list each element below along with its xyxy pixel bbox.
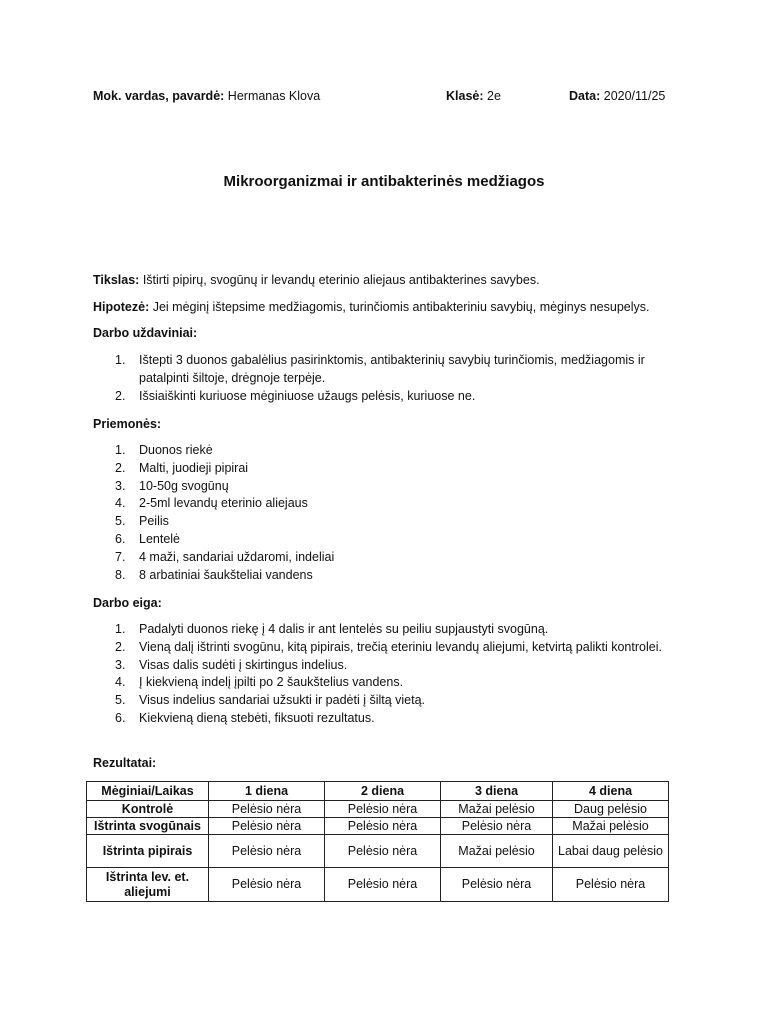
student-label: Mok. vardas, pavardė:: [93, 89, 225, 103]
list-number: 8.: [115, 567, 126, 582]
table-cell: Pelėsio nėra: [325, 818, 441, 835]
list-item: [93, 478, 683, 496]
results-table: [86, 781, 669, 902]
table-cell: Ištrinta lev. et. aliejumi: [87, 868, 209, 902]
table-row: [87, 835, 669, 868]
list-number: 4.: [115, 675, 126, 690]
list-text: Ištepti 3 duonos gabalėlius pasirinktomis, antibakterinių savybių turinčiomis, medžiagomis ir patalpinti šiltoje, drėgnoje terpėje.: [139, 353, 645, 385]
hypothesis-text: Jei mėginį ištepsime medžiagomis, turinčiomis antibakteriniu savybių, mėginys nesupelys.: [152, 300, 650, 314]
procedure-heading: Darbo eiga:: [93, 596, 162, 610]
date-field: [569, 89, 665, 103]
list-text: Visas dalis sudėti į skirtingus indelius.: [139, 657, 348, 672]
materials-heading: Priemonės:: [93, 417, 162, 431]
procedure-list: [93, 621, 683, 728]
list-item: [93, 460, 683, 478]
list-item: [93, 531, 683, 549]
table-header-row: [87, 782, 669, 801]
list-text: 4 maži, sandariai uždaromi, indeliai: [139, 549, 335, 564]
class-value: 2e: [487, 89, 501, 103]
list-item: [93, 495, 683, 513]
list-number: 5.: [115, 693, 126, 708]
list-text: Peilis: [139, 514, 169, 529]
table-cell: Pelėsio nėra: [441, 868, 553, 902]
table-row: [87, 818, 669, 835]
table-cell: Pelėsio nėra: [209, 801, 325, 818]
list-number: 3.: [115, 657, 126, 672]
list-text: Duonos riekė: [139, 443, 213, 457]
list-item: [93, 639, 683, 657]
table-cell: Pelėsio nėra: [441, 818, 553, 835]
table-cell: Kontrolė: [87, 801, 209, 818]
list-item: [93, 549, 683, 567]
list-text: 8 arbatiniai šaukšteliai vandens: [139, 567, 313, 582]
list-item: [93, 388, 683, 406]
list-number: 1.: [115, 622, 126, 636]
table-cell: Labai daug pelėsio: [553, 835, 669, 868]
list-text: Malti, juodieji pipirai: [139, 460, 249, 475]
tasks-heading: Darbo uždaviniai:: [93, 326, 198, 340]
list-item: [93, 692, 683, 710]
column-header: 4 diena: [553, 782, 669, 801]
table-cell: Pelėsio nėra: [209, 868, 325, 902]
student-field: [93, 89, 320, 103]
list-number: 1.: [115, 353, 126, 367]
list-text: Vieną dalį ištrinti svogūnu, kitą pipirais, trečią eteriniu levandų aliejumi, ketvirtą palikti kontrolei.: [139, 639, 662, 654]
goal-label: Tikslas:: [93, 273, 140, 287]
list-number: 5.: [115, 514, 126, 529]
table-cell: Pelėsio nėra: [209, 818, 325, 835]
table-row: [87, 801, 669, 818]
date-label: Data:: [569, 89, 601, 103]
list-number: 3.: [115, 478, 126, 493]
list-text: 10-50g svogūnų: [139, 478, 229, 493]
list-item: [93, 442, 683, 460]
table-cell: Daug pelėsio: [553, 801, 669, 818]
table-cell: Ištrinta pipirais: [87, 835, 209, 868]
list-number: 4.: [115, 496, 126, 511]
goal-text: Ištirti pipirų, svogūnų ir levandų eterinio aliejaus antibakterines savybes.: [142, 273, 540, 287]
list-item: [93, 710, 683, 728]
hypothesis-line: [93, 300, 649, 314]
list-text: Lentelė: [139, 531, 181, 546]
results-heading: Rezultatai:: [93, 756, 157, 770]
column-header: 2 diena: [325, 782, 441, 801]
list-item: [93, 674, 683, 692]
list-text: Kiekvieną dieną stebėti, fiksuoti rezultatus.: [139, 710, 375, 725]
column-header: 3 diena: [441, 782, 553, 801]
list-number: 2.: [115, 388, 126, 403]
column-header: 1 diena: [209, 782, 325, 801]
table-cell: Pelėsio nėra: [209, 835, 325, 868]
table-cell: Mažai pelėsio: [553, 818, 669, 835]
list-number: 2.: [115, 639, 126, 654]
tasks-list: [93, 352, 683, 405]
table-row: [87, 868, 669, 902]
list-text: 2-5ml levandų eterinio aliejaus: [139, 496, 308, 511]
list-number: 7.: [115, 549, 126, 564]
column-header: Mėginiai/Laikas: [87, 782, 209, 801]
list-item: [93, 567, 683, 585]
list-number: 6.: [115, 710, 126, 725]
list-text: Padalyti duonos riekę į 4 dalis ir ant lentelės su peiliu supjaustyti svogūną.: [139, 622, 549, 636]
table-cell: Pelėsio nėra: [325, 868, 441, 902]
table-cell: Pelėsio nėra: [325, 835, 441, 868]
list-item: [93, 352, 683, 388]
class-label: Klasė:: [446, 89, 484, 103]
hypothesis-label: Hipotezė:: [93, 300, 150, 314]
table-cell: Mažai pelėsio: [441, 835, 553, 868]
list-item: [93, 621, 683, 639]
list-item: [93, 513, 683, 531]
list-number: 1.: [115, 443, 126, 457]
table-cell: Mažai pelėsio: [441, 801, 553, 818]
list-item: [93, 657, 683, 675]
date-value: 2020/11/25: [603, 89, 666, 103]
materials-list: [93, 442, 683, 584]
list-number: 6.: [115, 531, 126, 546]
table-cell: Pelėsio nėra: [325, 801, 441, 818]
document-title: Mikroorganizmai ir antibakterinės medžiagos: [223, 173, 545, 190]
class-field: [446, 89, 501, 103]
table-cell: Ištrinta svogūnais: [87, 818, 209, 835]
list-number: 2.: [115, 460, 126, 475]
table-cell: Pelėsio nėra: [553, 868, 669, 902]
list-text: Į kiekvieną indelį įpilti po 2 šaukštelius vandens.: [139, 675, 404, 690]
student-name: Hermanas Klova: [227, 89, 321, 103]
list-text: Išsiaiškinti kuriuose mėginiuose užaugs pelėsis, kuriuose ne.: [139, 388, 476, 403]
list-text: Visus indelius sandariai užsukti ir padėti į šiltą vietą.: [139, 693, 426, 708]
goal-line: [93, 273, 540, 287]
